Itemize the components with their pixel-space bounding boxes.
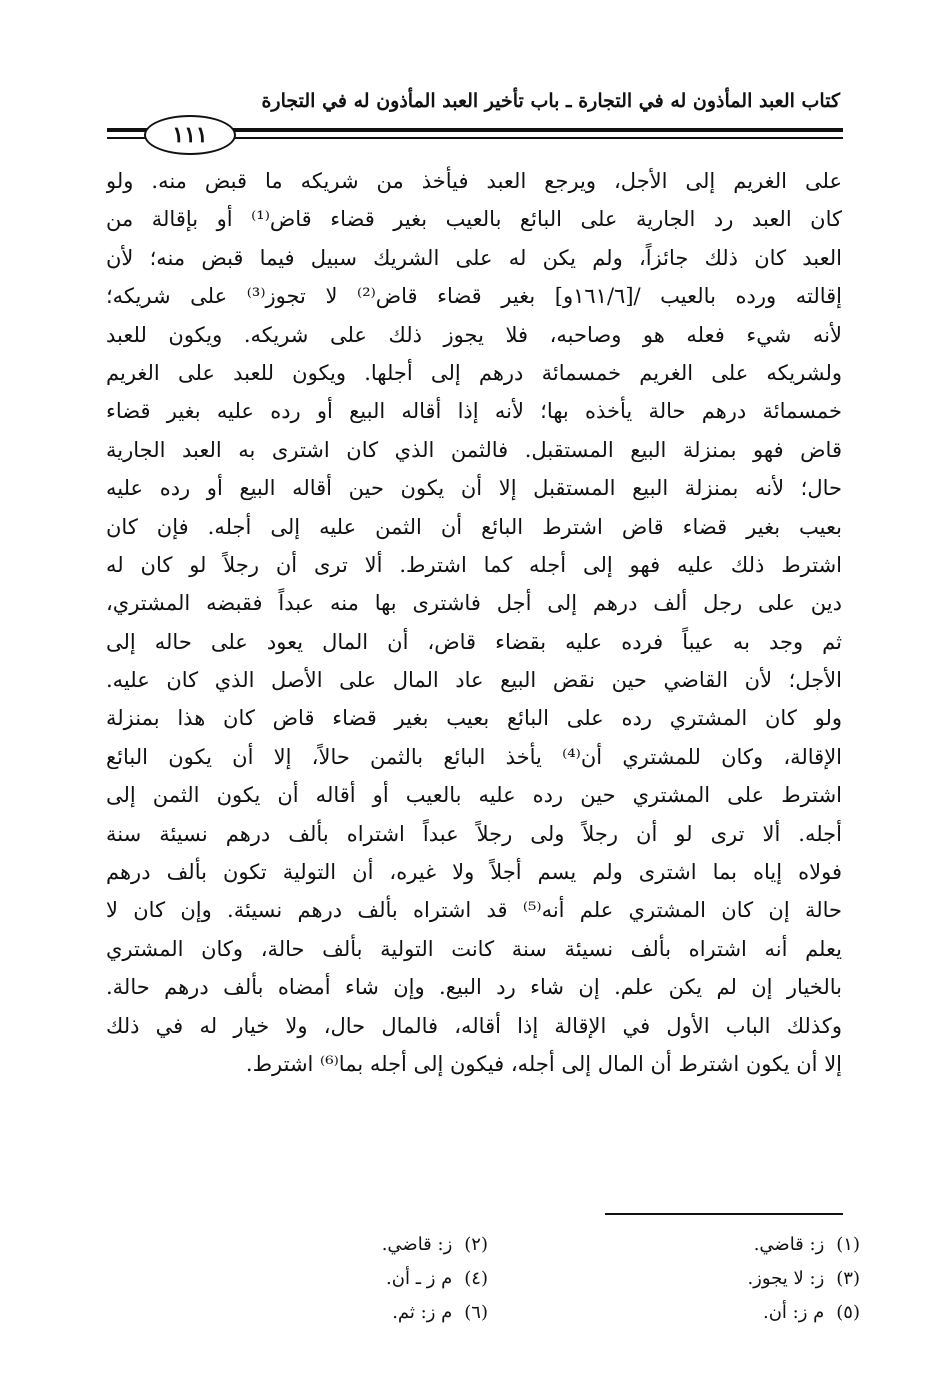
text-line: على الغريم إلى الأجل، ويرجع العبد فيأخذ من شريكه ما قبض منه. ولو xyxy=(106,169,842,193)
footnote-number: (٢) xyxy=(464,1234,488,1255)
footnote-row xyxy=(100,1228,860,1262)
footnote xyxy=(488,1262,860,1296)
text-line: دين على رجل ألف درهم إلى أجل فاشترى بها منه عبداً فقبضه المشتري، xyxy=(106,591,842,616)
text-line: ولشريكه على الغريم خمسمائة درهم إلى أجلها. ويكون للعبد على الغريم xyxy=(106,360,842,385)
text-line: وكذلك الباب الأول في الإقالة إذا أقاله، فالمال حال، ولا خيار له في ذلك xyxy=(106,1013,842,1038)
footnote xyxy=(488,1296,860,1330)
footnote-number: (٦) xyxy=(464,1302,488,1323)
text-line: العبد كان ذلك جائزاً، ولم يكن له على الشريك سبيل فيما قبض منه؛ لأن xyxy=(106,245,842,270)
text-line: الأجل؛ لأن القاضي حين نقض البيع عاد المال على الأصل الذي كان عليه. xyxy=(106,668,842,693)
footnote-text: ز: قاضي. xyxy=(753,1234,825,1255)
footnote-row xyxy=(100,1296,860,1330)
footnotes xyxy=(100,1228,860,1330)
page-number: ١١١ xyxy=(144,115,236,155)
text-line: لأنه شيء فعله هو وصاحبه، فلا يجوز ذلك على شريكه. ويكون للعبد xyxy=(106,322,842,347)
footnote xyxy=(116,1262,488,1296)
footnote-number: (٣) xyxy=(836,1268,860,1289)
text-line: حالة إن كان المشتري علم أنه⁽⁵⁾ قد اشتراه بألف درهم نسيئة. وإن كان لا xyxy=(106,898,842,923)
footnote-text: ز: لا يجوز. xyxy=(747,1268,825,1289)
footnote-text: ز: قاضي. xyxy=(381,1234,453,1255)
text-line: اشترط على المشتري حين رده عليه بالعيب أو أقاله أن يكون الثمن إلى xyxy=(106,783,842,808)
running-header: كتاب العبد المأذون له في التجارة ـ باب تأخير العبد المأذون له في التجارة xyxy=(261,90,840,112)
footnote-text: م ز: أن. xyxy=(762,1302,825,1323)
footnote-number: (٤) xyxy=(464,1268,488,1289)
text-line: بعيب بغير قضاء قاض اشترط البائع أن الثمن عليه إلى أجله. فإن كان xyxy=(106,514,842,539)
footnote-number: (١) xyxy=(836,1234,860,1255)
footnote-row xyxy=(100,1262,860,1296)
footnote xyxy=(116,1296,488,1330)
text-line: بالخيار إن لم يكن علم. إن شاء رد البيع. وإن شاء أمضاه بألف درهم حالة. xyxy=(106,975,842,1000)
text-line: اشترط ذلك عليه فهو إلى أجله كما اشترط. ألا ترى أن رجلاً لو كان له xyxy=(106,552,842,577)
text-line: ولو كان المشتري رده على البائع بعيب بغير قضاء قاض كان هذا بمنزلة xyxy=(106,706,842,731)
text-line: إلا أن يكون اشترط أن المال إلى أجله، فيكون إلى أجله بما⁽⁶⁾ اشترط. xyxy=(245,1051,842,1076)
footnote xyxy=(488,1228,860,1262)
footnote xyxy=(116,1228,488,1262)
text-line: الإقالة، وكان للمشتري أن⁽⁴⁾ يأخذ البائع بالثمن حالاً، إلا أن يكون البائع xyxy=(106,744,842,769)
text-line: قاض فهو بمنزلة البيع المستقبل. فالثمن الذي كان اشترى به العبد الجارية xyxy=(106,437,842,462)
text-line: يعلم أنه اشتراه بألف نسيئة سنة كانت التولية بألف حالة، وكان المشتري xyxy=(106,936,842,961)
footnote-rule xyxy=(605,1213,843,1215)
text-line: ثم وجد به عيباً فرده عليه بقضاء قاض، أن المال يعود على حاله إلى xyxy=(106,629,842,654)
footnote-text: م ز ـ أن. xyxy=(386,1268,453,1289)
body-text xyxy=(106,162,842,1083)
text-line: إقالته ورده بالعيب /[١٦١/٦و] بغير قضاء قاض⁽²⁾ لا تجوز⁽³⁾ على شريكه؛ xyxy=(106,284,842,309)
footnote-number: (٥) xyxy=(836,1302,860,1323)
text-line: فولاه إياه بما اشترى ولم يسم أجلاً ولا غيره، أن التولية تكون بألف درهم xyxy=(106,860,842,885)
text-line: أجله. ألا ترى لو أن رجلاً ولى رجلاً عبداً اشتراه بألف درهم نسيئة سنة xyxy=(106,821,842,846)
text-line: كان العبد رد الجارية على البائع بالعيب بغير قضاء قاض⁽¹⁾ أو بإقالة من xyxy=(106,207,842,232)
text-line: حال؛ لأنه بمنزلة البيع المستقبل إلا أن يكون حين أقاله البيع أو رده عليه xyxy=(106,476,842,501)
text-line: خمسمائة درهم حالة يأخذه بها؛ لأنه إذا أقاله البيع أو رده عليه بغير قضاء xyxy=(106,399,842,424)
footnote-text: م ز: ثم. xyxy=(392,1302,453,1323)
